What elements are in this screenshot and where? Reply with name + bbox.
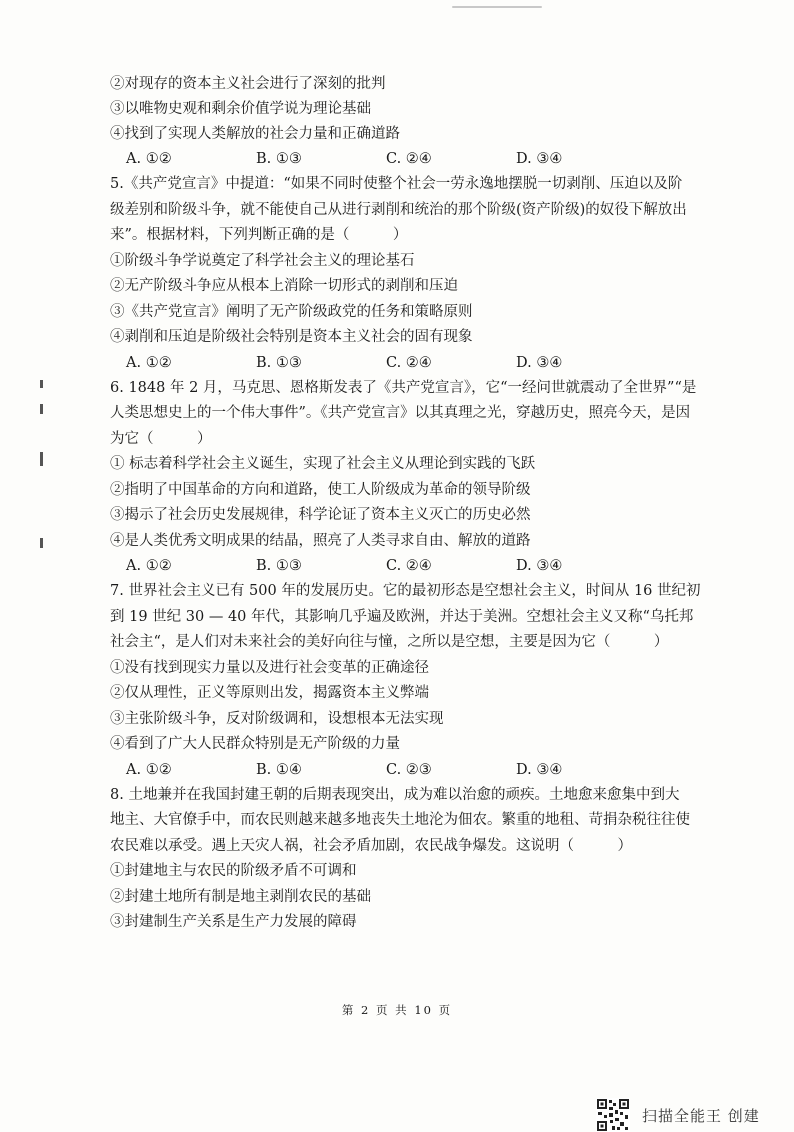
q6-item: ②指明了中国革命的方向和道路，使工人阶级成为革命的领导阶级	[110, 481, 531, 498]
scanner-watermark	[596, 1098, 760, 1132]
q4-choice-c[interactable]: C. ②④	[386, 151, 432, 167]
question-7	[110, 579, 701, 783]
question-5	[110, 172, 687, 376]
q7-item: ②仅从理性，正义等原则出发，揭露资本主义弊端	[110, 685, 429, 701]
q5-choice-c[interactable]: C. ②④	[386, 354, 432, 371]
q7-choices	[110, 758, 670, 783]
q6-choice-c[interactable]: C. ②④	[386, 558, 432, 574]
q6-stem-line: 为它（ ）	[110, 430, 212, 447]
q5-item: ①阶级斗争学说奠定了科学社会主义的理论基石	[110, 252, 415, 269]
question-6	[110, 376, 697, 580]
q8-item: ③封建制生产关系是生产力发展的障碍	[110, 914, 357, 930]
exam-page-content	[110, 72, 701, 936]
q5-choice-b[interactable]: B. ①③	[256, 354, 302, 371]
q5-item: ③《共产党宣言》阐明了无产阶级政党的任务和策略原则	[110, 303, 473, 320]
q5-stem-line: 级差别和阶级斗争，就不能使自己从进行剥削和统治的那个阶级(资产阶级)的奴役下解放出	[110, 201, 687, 218]
q7-choice-d[interactable]: D. ③④	[516, 761, 563, 778]
scanner-watermark-text: 扫描全能王 创建	[642, 1106, 760, 1125]
q5-item: ④剥削和压迫是阶级社会特别是资本主义社会的固有现象	[110, 329, 473, 345]
q6-item: ④是人类优秀文明成果的结晶，照亮了人类寻求自由、解放的道路	[110, 532, 531, 549]
q6-item: ③揭示了社会历史发展规律，科学论证了资本主义灭亡的历史必然	[110, 507, 531, 523]
q4-item-2: ②对现存的资本主义社会进行了深刻的批判	[110, 76, 386, 92]
q7-choice-a[interactable]: A. ①②	[126, 761, 172, 778]
question-8	[110, 783, 690, 936]
q6-choices	[110, 554, 670, 579]
q6-choice-b[interactable]: B. ①③	[256, 558, 302, 574]
q5-stem-line: 5.《共产党宣言》中提道：“如果不同时使整个社会一劳永逸地摆脱一切剥削、压迫以及阶	[110, 176, 683, 192]
q7-item: ①没有找到现实力量以及进行社会变革的正确途径	[110, 659, 429, 676]
q5-choices	[110, 351, 670, 376]
q6-stem-line: 人类思想史上的一个伟大事件”。《共产党宣言》以其真理之光，穿越历史，照亮今天，是因	[110, 405, 691, 421]
q4-choice-a[interactable]: A. ①②	[126, 151, 172, 167]
q6-stem-line: 6. 1848 年 2 月，马克思、恩格斯发表了《共产党宣言》，它“一经问世就震动了全世界”“是	[110, 379, 697, 396]
q4-choice-d[interactable]: D. ③④	[516, 151, 563, 167]
q4-item-3: ③以唯物史观和剩余价值学说为理论基础	[110, 101, 371, 117]
q4-item-4: ④找到了实现人类解放的社会力量和正确道路	[110, 126, 400, 142]
q6-choice-d[interactable]: D. ③④	[516, 558, 563, 574]
q5-stem-line: 来”。根据材料，下列判断正确的是（ ）	[110, 227, 408, 243]
q4-continuation	[110, 72, 670, 172]
q4-choice-b[interactable]: B. ①③	[256, 151, 302, 167]
q7-choice-b[interactable]: B. ①④	[256, 761, 302, 778]
q7-item: ④看到了广大人民群众特别是无产阶级的力量	[110, 736, 400, 752]
q7-stem-line: 社会主“，是人们对未来社会的美好向往与憧，之所以是空想，主要是因为它（ ）	[110, 634, 669, 650]
q8-stem-line: 地主、大官僚手中，而农民则越来越多地丧失土地沦为佃农。繁重的地租、苛捐杂税往往使	[110, 812, 690, 828]
q8-item: ①封建地主与农民的阶级矛盾不可调和	[110, 863, 357, 879]
q7-item: ③主张阶级斗争，反对阶级调和，设想根本无法实现	[110, 710, 444, 727]
q5-choice-d[interactable]: D. ③④	[516, 354, 563, 371]
q5-choice-a[interactable]: A. ①②	[126, 354, 172, 371]
q7-choice-c[interactable]: C. ②③	[386, 761, 432, 778]
q4-choices	[110, 147, 670, 172]
q7-stem-line: 到 19 世纪 30 — 40 年代，其影响几乎遍及欧洲，并达于美洲。空想社会主义又称“乌托邦	[110, 608, 694, 625]
page-footer: 第 2 页 共 10 页	[341, 1003, 453, 1017]
q7-stem-line: 7. 世界社会主义已有 500 年的发展历史。它的最初形态是空想社会主义，时间从 16 世纪初	[110, 583, 701, 599]
scan-top-mark	[452, 6, 542, 8]
qr-code-icon	[596, 1098, 630, 1132]
q8-stem-line: 8. 土地兼并在我国封建王朝的后期表现突出，成为难以治愈的顽疾。土地愈来愈集中到大	[110, 786, 680, 803]
q8-stem-line: 农民难以承受。遇上天灾人祸，社会矛盾加剧，农民战争爆发。这说明（ ）	[110, 837, 632, 854]
q5-item: ②无产阶级斗争应从根本上消除一切形式的剥削和压迫	[110, 278, 458, 294]
q8-item: ②封建土地所有制是地主剥削农民的基础	[110, 888, 371, 905]
q6-item: ① 标志着科学社会主义诞生，实现了社会主义从理论到实践的飞跃	[110, 456, 536, 472]
q6-choice-a[interactable]: A. ①②	[126, 558, 172, 574]
